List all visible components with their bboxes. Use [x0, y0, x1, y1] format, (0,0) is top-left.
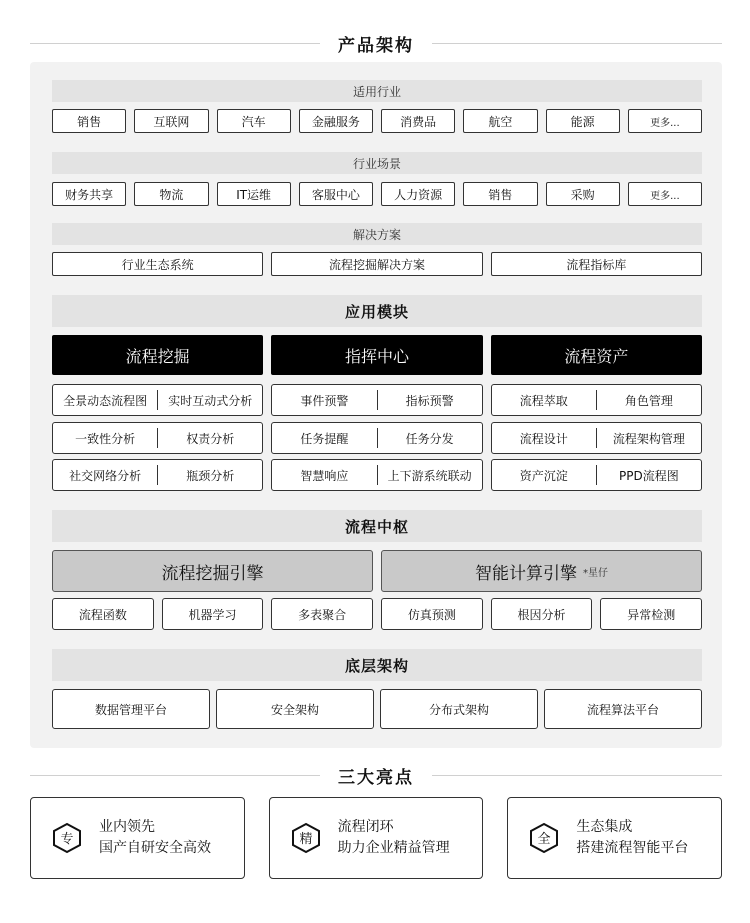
- section-title: 三大亮点: [338, 767, 414, 788]
- module-header-command-center[interactable]: 指挥中心: [271, 335, 482, 375]
- hub-item[interactable]: 机器学习: [162, 598, 264, 630]
- divider: [30, 43, 320, 44]
- feature-item[interactable]: 一致性分析: [75, 431, 136, 446]
- highlight-line2: 助力企业精益管理: [337, 840, 450, 856]
- highlight-line2: 搭建流程智能平台: [576, 840, 689, 856]
- highlights-row: [30, 797, 722, 879]
- highlight-line1: 流程闭环: [337, 819, 394, 835]
- highlight-card: [507, 797, 722, 879]
- solution-item[interactable]: 流程指标库: [491, 252, 702, 276]
- infrastructure-row: [52, 689, 702, 729]
- highlight-text: [338, 817, 450, 859]
- infra-item[interactable]: 分布式架构: [380, 689, 538, 729]
- feature-item[interactable]: 上下游系统联动: [387, 468, 472, 483]
- feature-item[interactable]: 流程设计: [519, 431, 568, 446]
- solutions-label: 解决方案: [52, 223, 702, 245]
- feature-item[interactable]: 权责分析: [186, 431, 235, 446]
- highlight-line2: 国产自研安全高效: [99, 840, 211, 856]
- scenario-item[interactable]: 财务共享: [52, 182, 126, 206]
- divider: [432, 775, 722, 776]
- feature-pair: [52, 384, 263, 416]
- feature-pair: [271, 422, 482, 454]
- industry-item[interactable]: 金融服务: [299, 109, 373, 133]
- feature-item[interactable]: 任务分发: [405, 431, 454, 446]
- feature-item[interactable]: 角色管理: [624, 393, 673, 408]
- feature-pair: [52, 422, 263, 454]
- hub-item[interactable]: 仿真预测: [381, 598, 483, 630]
- hub-item[interactable]: 流程函数: [52, 598, 154, 630]
- scenario-item[interactable]: 采购: [546, 182, 620, 206]
- feature-item[interactable]: 全景动态流程图: [63, 393, 148, 408]
- hub-item[interactable]: 根因分析: [491, 598, 593, 630]
- feature-pair: [52, 459, 263, 491]
- engine-label: 流程挖掘引擎: [161, 563, 264, 584]
- highlight-card: [269, 797, 484, 879]
- hexagon-char: 专: [60, 832, 74, 847]
- process-hub-label: 流程中枢: [52, 510, 702, 542]
- infra-item[interactable]: 流程算法平台: [544, 689, 702, 729]
- feature-item[interactable]: 实时互动式分析: [168, 393, 253, 408]
- infra-item[interactable]: 安全架构: [216, 689, 374, 729]
- feature-item[interactable]: 瓶颈分析: [186, 468, 235, 483]
- hexagon-icon: [290, 822, 322, 854]
- scenario-item[interactable]: 物流: [134, 182, 208, 206]
- feature-item[interactable]: 指标预警: [405, 393, 454, 408]
- feature-pair: [271, 384, 482, 416]
- feature-pair: [491, 422, 702, 454]
- industry-item[interactable]: 能源: [546, 109, 620, 133]
- engine-note: *星仔: [583, 567, 608, 579]
- feature-item[interactable]: 流程萃取: [519, 393, 568, 408]
- architecture-panel: [30, 62, 722, 748]
- scenario-item[interactable]: IT运维: [217, 182, 291, 206]
- feature-item[interactable]: 资产沉淀: [519, 468, 568, 483]
- engine-intelligent-computing[interactable]: [381, 550, 702, 592]
- industries-label: 适用行业: [52, 80, 702, 102]
- highlight-text: [99, 817, 211, 859]
- solution-item[interactable]: 行业生态系统: [52, 252, 263, 276]
- scenario-item[interactable]: 客服中心: [299, 182, 373, 206]
- engine-label: 智能计算引擎: [475, 563, 577, 584]
- section-title: 产品架构: [338, 35, 414, 56]
- solution-item[interactable]: 流程挖掘解决方案: [271, 252, 482, 276]
- highlight-line1: 业内领先: [99, 819, 155, 835]
- divider: [30, 775, 320, 776]
- scenarios-label: 行业场景: [52, 152, 702, 174]
- industries-row: [52, 109, 702, 133]
- feature-pair: [491, 384, 702, 416]
- hexagon-icon: [528, 822, 560, 854]
- module-features-row: [52, 384, 702, 416]
- hub-items-row: [52, 598, 702, 630]
- scenario-item[interactable]: 销售: [463, 182, 537, 206]
- hub-item[interactable]: 多表聚合: [271, 598, 373, 630]
- hub-item[interactable]: 异常检测: [600, 598, 702, 630]
- feature-pair: [271, 459, 482, 491]
- scenario-more-button[interactable]: 更多...: [628, 182, 702, 206]
- feature-item[interactable]: 任务提醒: [300, 431, 349, 446]
- highlight-card: [30, 797, 245, 879]
- feature-item[interactable]: 事件预警: [300, 393, 349, 408]
- module-headers-row: [52, 335, 702, 375]
- feature-item[interactable]: 流程架构管理: [612, 431, 685, 446]
- industry-item[interactable]: 汽车: [217, 109, 291, 133]
- industry-more-button[interactable]: 更多...: [628, 109, 702, 133]
- feature-item[interactable]: 智慧响应: [300, 468, 349, 483]
- app-modules-label: 应用模块: [52, 295, 702, 327]
- engines-row: [52, 550, 702, 592]
- feature-pair: [491, 459, 702, 491]
- highlights-header: [30, 760, 722, 790]
- solutions-row: [52, 252, 702, 276]
- divider: [432, 43, 722, 44]
- hexagon-icon: [51, 822, 83, 854]
- module-header-process-assets[interactable]: 流程资产: [491, 335, 702, 375]
- feature-item[interactable]: PPD流程图: [619, 468, 679, 483]
- infrastructure-label: 底层架构: [52, 649, 702, 681]
- highlight-line1: 生态集成: [576, 819, 633, 835]
- industry-item[interactable]: 互联网: [134, 109, 208, 133]
- scenario-item[interactable]: 人力资源: [381, 182, 455, 206]
- product-architecture-header: [30, 28, 722, 58]
- engine-process-mining[interactable]: [52, 550, 373, 592]
- hexagon-char: 精: [299, 832, 313, 847]
- feature-item[interactable]: 社交网络分析: [69, 468, 142, 483]
- module-features-row: [52, 459, 702, 491]
- infra-item[interactable]: 数据管理平台: [52, 689, 210, 729]
- industry-item[interactable]: 消费品: [381, 109, 455, 133]
- hexagon-char: 全: [537, 832, 551, 847]
- highlight-text: [576, 817, 688, 859]
- module-features-row: [52, 422, 702, 454]
- scenarios-row: [52, 182, 702, 206]
- industry-item[interactable]: 销售: [52, 109, 126, 133]
- industry-item[interactable]: 航空: [463, 109, 537, 133]
- module-header-process-mining[interactable]: 流程挖掘: [52, 335, 263, 375]
